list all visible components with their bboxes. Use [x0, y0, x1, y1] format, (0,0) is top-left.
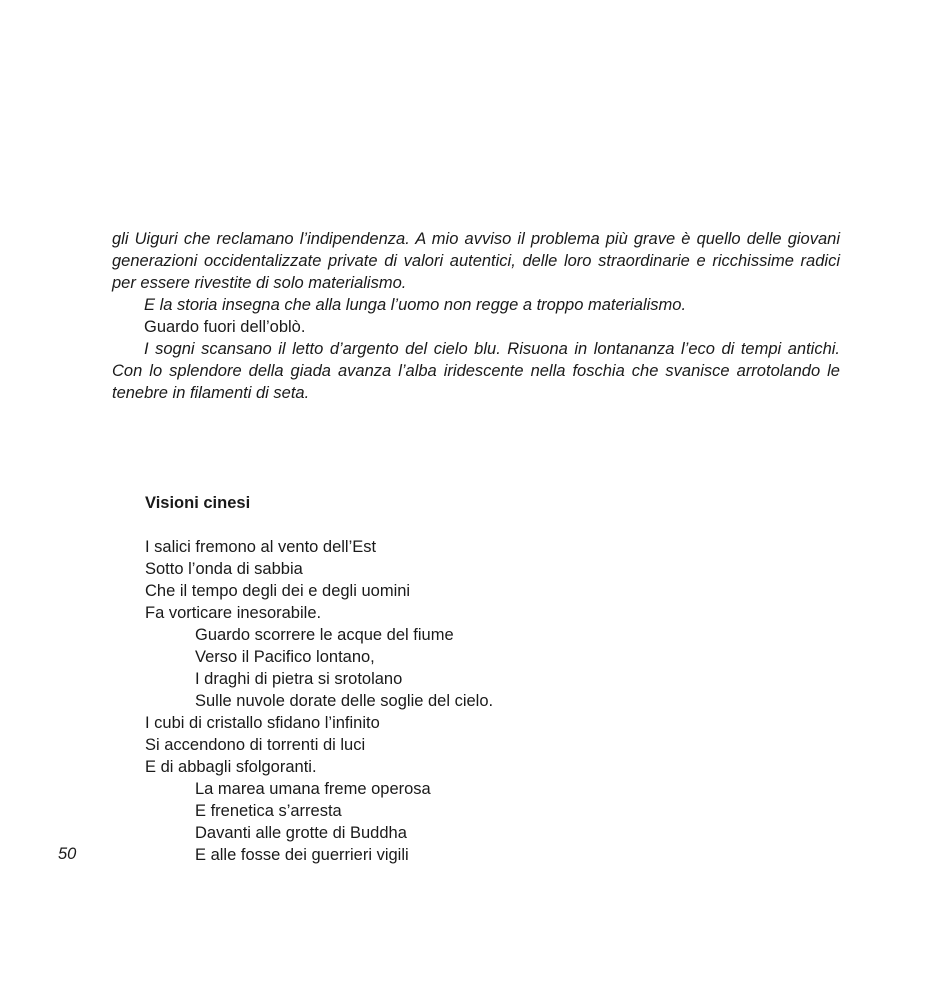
page-number: 50 [58, 845, 77, 863]
prose-paragraph: E la storia insegna che alla lunga l’uomo non regge a troppo materialismo. [144, 296, 687, 314]
poem-line: I draghi di pietra si srotolano [195, 670, 403, 688]
prose-paragraph: Guardo fuori dell’oblò. [144, 318, 306, 336]
prose-paragraph: I sogni scansano il letto d’argento del cielo blu. Risuona in lontananza l’eco di tempi antichi. Con lo splendore della giada avanza l’alba iridescente nella foschia che svanisce arrotolando le tenebre in filamenti di seta. [112, 340, 840, 402]
poem-line: Che il tempo degli dei e degli uomini [145, 582, 411, 600]
poem-line: I salici fremono al vento dell’Est [145, 538, 377, 556]
poem-line: Fa vorticare inesorabile. [145, 604, 322, 622]
poem-line: E di abbagli sfolgoranti. [145, 758, 317, 776]
poem-line: Davanti alle grotte di Buddha [195, 824, 407, 842]
prose-section [112, 228, 840, 404]
poem-line: Sotto l’onda di sabbia [145, 560, 303, 578]
poem-line: I cubi di cristallo sfidano l’infinito [145, 714, 380, 732]
prose-paragraph: gli Uiguri che reclamano l’indipendenza. A mio avviso il problema più grave è quello delle giovani generazioni occidentalizzate private di valori autentici, delle loro straordinarie e ricchissime radici per essere rivestite di solo materialismo. [112, 230, 840, 292]
poem-line: E alle fosse dei guerrieri vigili [195, 846, 409, 864]
poem-line: La marea umana freme operosa [195, 780, 431, 798]
poem-line: Sulle nuvole dorate delle soglie del cielo. [195, 692, 494, 710]
poem-body [145, 536, 765, 866]
poem-title: Visioni cinesi [145, 494, 251, 512]
poem-line: Si accendono di torrenti di luci [145, 736, 366, 754]
poem-line: Guardo scorrere le acque del fiume [195, 626, 454, 644]
poem-line: E frenetica s’arresta [195, 802, 342, 820]
poem-line: Verso il Pacifico lontano, [195, 648, 375, 666]
